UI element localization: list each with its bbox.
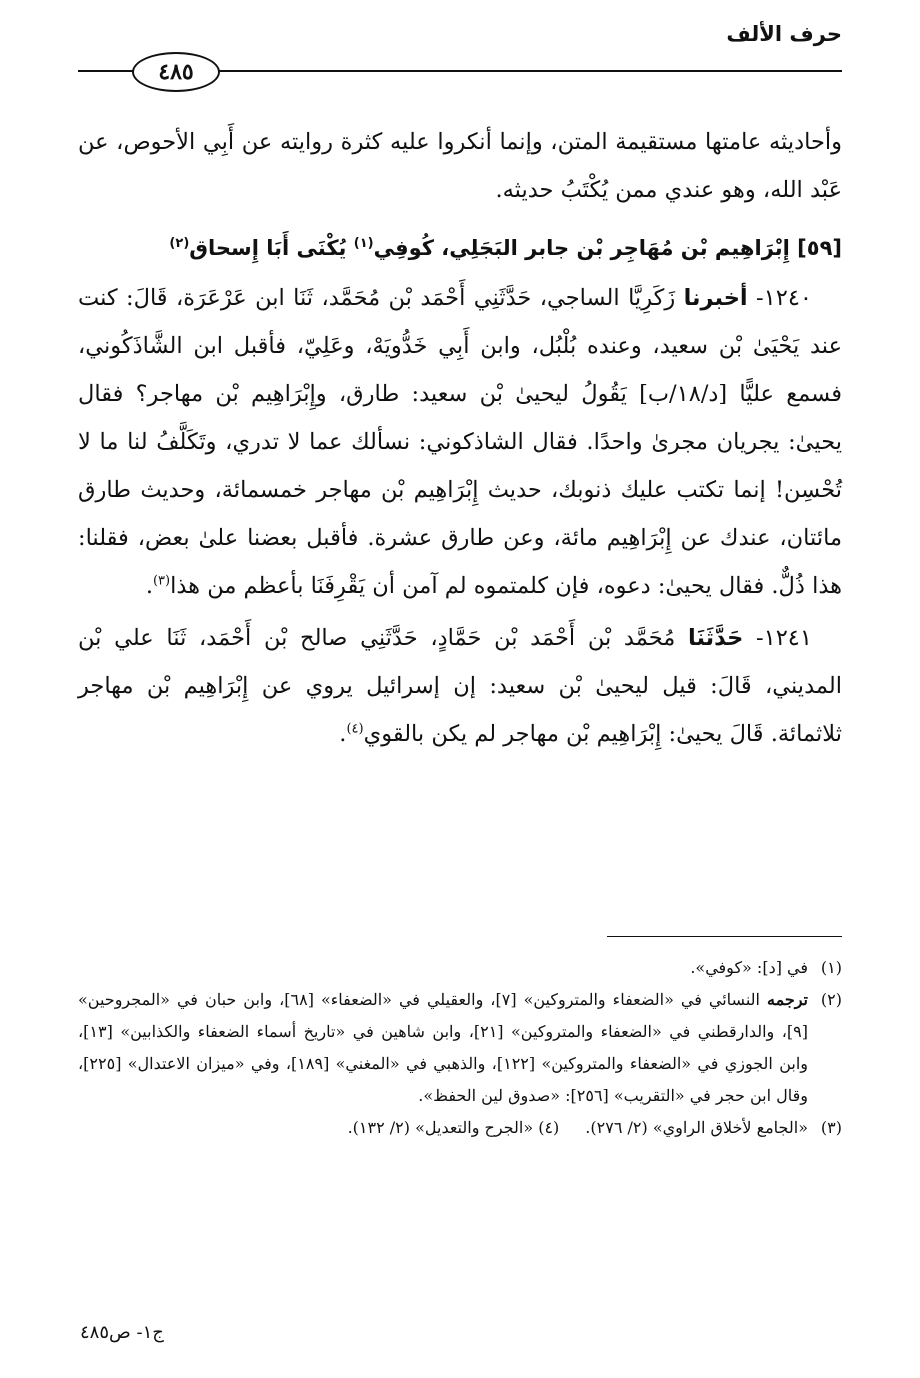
page-number-badge: ٤٨٥ bbox=[132, 52, 220, 92]
footnote-text: في [د]: «كوفي». bbox=[690, 958, 808, 977]
hadith-1241: ١٢٤١- حَدَّثَنَا مُحَمَّد بْن أَحْمَد بْن حَمَّادٍ، حَدَّثَنِي صالح بْن أَحْمَد، ثَنَا علي بْن المديني، قَالَ: قيل ليحيىٰ بْن سعيد: إن إسرائيل يروي عن إِبْرَاهِيم بْن مهاجر ثلاثمائة. قَالَ يحيىٰ: إِبْرَاهِيم بْن مهاجر لم يكن بالقوي$^{(٤)}$. bbox=[78, 625, 842, 747]
volume-page-label: ج١- ص٤٨٥ bbox=[80, 1322, 164, 1343]
entry-heading bbox=[78, 228, 842, 268]
hadith-text: مُحَمَّد بْن أَحْمَد بْن حَمَّادٍ، حَدَّثَنِي صالح بْن أَحْمَد، ثَنَا علي بْن المديني، قَالَ: قيل ليحيىٰ بْن سعيد: إن إسرائيل يروي عن إِبْرَاهِيم بْن مهاجر ثلاثمائة. قَالَ يحيىٰ: إِبْرَاهِيم بْن مهاجر لم يكن بالقوي bbox=[78, 625, 842, 747]
footnote-text: «الجرح والتعديل» (٢/ ١٣٢). bbox=[347, 1118, 534, 1137]
hadith-number: ١٢٤١- bbox=[756, 625, 812, 651]
footnote-ref-3[interactable]: (٣) bbox=[152, 573, 171, 589]
entry-heading-tail: يُكْنَى أَبَا إِسحاق bbox=[189, 236, 354, 260]
footnote-ref-4[interactable]: (٤) bbox=[346, 721, 364, 737]
footnote-text: «الجامع لأخلاق الراوي» (٢/ ٢٧٦). bbox=[585, 1118, 808, 1137]
footnote-1 bbox=[78, 952, 842, 984]
entry-heading-text: [٥٩] إِبْرَاهِيم بْن مُهَاجِر بْن جابر البَجَلِي، كُوفِي bbox=[373, 236, 842, 260]
footnote-divider bbox=[607, 936, 842, 937]
footnotes bbox=[78, 952, 842, 1144]
footnote-3 bbox=[585, 1112, 842, 1144]
hadith-keyword: حَدَّثَنَا bbox=[688, 625, 744, 651]
footnote-number: (٣) bbox=[820, 1118, 842, 1137]
footnote-ref-1[interactable]: (١) bbox=[353, 236, 374, 251]
main-text bbox=[78, 118, 842, 758]
footnote-4 bbox=[347, 1112, 560, 1144]
footnote-number: (١) bbox=[820, 958, 842, 977]
hadith-number: ١٢٤٠- bbox=[756, 285, 812, 311]
footnote-keyword: ترجمه bbox=[767, 990, 808, 1009]
footnote-3-4 bbox=[78, 1112, 842, 1144]
footnote-ref-2[interactable]: (٢) bbox=[169, 236, 190, 251]
footnote-number: (٤) bbox=[538, 1118, 560, 1137]
hadith-text: زَكَرِيَّا الساجي، حَدَّثَنِي أَحْمَد بْن مُحَمَّد، ثَنَا ابن عَرْعَرَة، قَالَ: كنت عند يَحْيَىٰ بْن سعيد، وعنده بُلْبُل، وابن أَبِي خَدُّويَهْ، وعَلِيّ، فأقبل ابن الشَّاذَكُوني، فسمع عليًّا [د/١٨/ب] يَقُولُ ليحيىٰ بْن سعيد: طارق، وإِبْرَاهِيم بْن مهاجر؟ فقال يحيىٰ: يجريان مجرىٰ واحدًا. فقال الشاذكوني: نسألك عما لا تدري، وتَكَلَّفُ لنا ما لا تُحْسِن! إنما تكتب عليك ذنوبك، حديث إِبْرَاهِيم بْن مهاجر خمسمائة، وحديث طارق مائتان، عندك عن إِبْرَاهِيم مائة، وعن طارق عشرة. فأقبل بعضنا علىٰ بعض، فقلنا: هذا ذُلٌّ. فقال يحيىٰ: دعوه، فإن كلمتموه لم آمن أن يَقْرِفَنَا بأعظم من هذا bbox=[78, 285, 843, 599]
chapter-title: حرف الألف bbox=[726, 22, 842, 46]
hadith-keyword: أخبرنا bbox=[683, 285, 748, 311]
paragraph-continuation: وأحاديثه عامتها مستقيمة المتن، وإنما أنكروا عليه كثرة روايته عن أَبِي الأحوص، عن عَبْد الله، وهو عندي ممن يُكْتَبُ حديثه. bbox=[78, 129, 842, 203]
hadith-1240: ١٢٤٠- أخبرنا زَكَرِيَّا الساجي، حَدَّثَنِي أَحْمَد بْن مُحَمَّد، ثَنَا ابن عَرْعَرَة، قَالَ: كنت عند يَحْيَىٰ بْن سعيد، وعنده بُلْبُل، وابن أَبِي خَدُّويَهْ، وعَلِيّ، فأقبل ابن الشَّاذَكُوني، فسمع عليًّا [د/١٨/ب] يَقُولُ ليحيىٰ بْن سعيد: طارق، وإِبْرَاهِيم بْن مهاجر؟ فقال يحيىٰ: يجريان مجرىٰ واحدًا. فقال الشاذكوني: نسألك عما لا تدري، وتَكَلَّفُ لنا ما لا تُحْسِن! إنما تكتب عليك ذنوبك، حديث إِبْرَاهِيم بْن مهاجر خمسمائة، وحديث طارق مائتان، عندك عن إِبْرَاهِيم مائة، وعن طارق عشرة. فأقبل بعضنا علىٰ بعض، فقلنا: هذا ذُلٌّ. فقال يحيىٰ: دعوه، فإن كلمتموه لم آمن أن يَقْرِفَنَا بأعظم من هذا$^{(٣)}$. bbox=[78, 285, 843, 599]
footnote-text: النسائي في «الضعفاء والمتروكين» [٧]، والعقيلي في «الضعفاء» [٦٨]، وابن حبان في «المجروحين» [٩]، والدارقطني في «الضعفاء والمتروكين» [٢١]، وابن شاهين في «تاريخ أسماء الضعفاء والكذابين» [١٣]، وابن الجوزي في «الضعفاء والمتروكين» [١٢٢]، والذهبي في «المغني» [١٨٩]، وفي «ميزان الاعتدال» [٢٢٥]، وقال ابن حجر في «التقريب» [٢٥٦]: «صدوق لين الحفظ». bbox=[78, 990, 809, 1105]
footnote-2 bbox=[78, 984, 842, 1112]
footnote-number: (٢) bbox=[820, 990, 842, 1009]
